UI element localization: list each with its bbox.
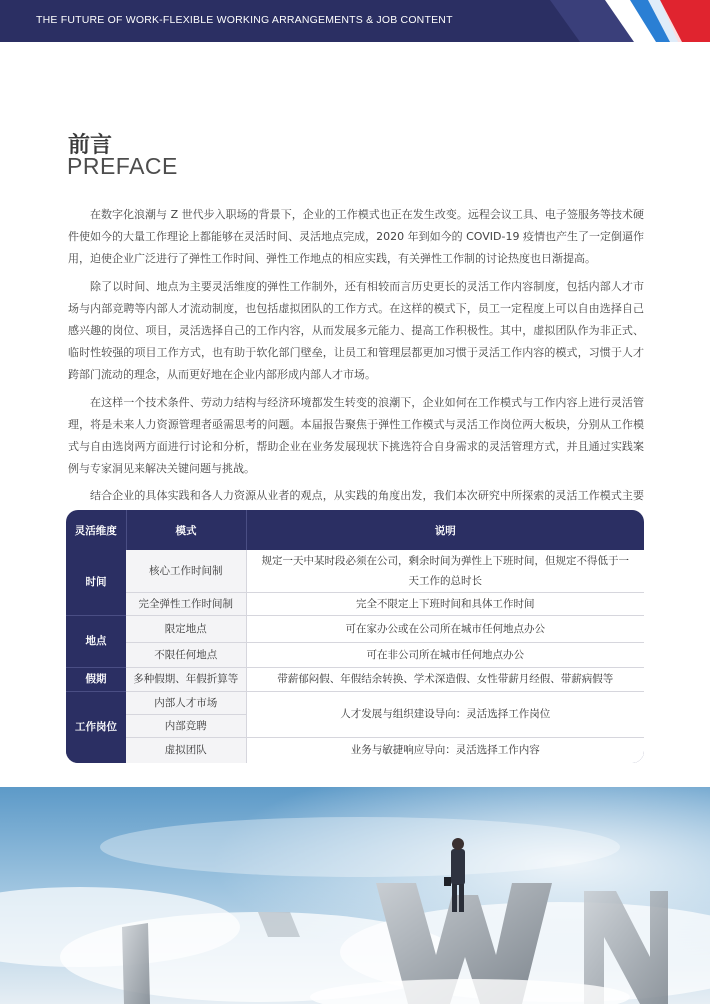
- header-title: THE FUTURE OF WORK-FLEXIBLE WORKING ARRANGEMENTS & JOB CONTENT: [36, 14, 453, 26]
- description-cell: 完全不限定上下班时间和具体工作时间: [246, 592, 644, 615]
- mode-cell: 多种假期、年假折算等: [126, 667, 246, 691]
- header-dimension: 灵活维度: [66, 510, 126, 550]
- mode-cell: 内部人才市场: [126, 691, 246, 714]
- header-stripe-decoration: [510, 0, 710, 42]
- table-row: [66, 592, 644, 615]
- paragraph: 在数字化浪潮与 Z 世代步入职场的背景下，企业的工作模式也正在发生改变。远程会议工具、电子签服务等技术硬件使如今的大量工作理论上都能够在灵活时间、灵活地点完成，2020 年到如今的 COVID-19 疫情也产生了一定倒逼作用，迫使企业广泛进行了弹性工作时间、弹性工作地点的相应实践，有关弹性工作制的讨论热度也日渐提高。: [68, 208, 644, 266]
- paragraph: 除了以时间、地点为主要灵活维度的弹性工作制外，还有相较而言历史更长的灵活工作内容制度，包括内部人才市场与内部竞聘等内部人才流动制度，也包括虚拟团队的工作方式。在这样的模式下，员工一定程度上可以自由选择自己感兴趣的岗位、项目，灵活选择自己的工作内容，从而发展多元能力、提高工作积极性。其中，虚拟团队作为非正式、临时性较强的项目工作方式，也有助于软化部门壁垒，让员工和管理层都更加习惯于灵活工作内容的模式，习惯于人才跨部门流动的理念，从而更好地在企业内部形成内部人才市场。: [68, 279, 644, 382]
- preface-body: [68, 204, 644, 535]
- section-title-cn: 前言: [68, 133, 113, 158]
- description-cell: 带薪郁闷假、年假结余转换、学术深造假、女性带薪月经假、带薪病假等: [246, 667, 644, 691]
- dimension-cell: 假期: [66, 667, 126, 691]
- table-row: [66, 550, 644, 592]
- mode-cell: 核心工作时间制: [126, 550, 246, 592]
- table-header-row: [66, 510, 644, 550]
- description-cell: 规定一天中某时段必须在公司，剩余时间为弹性上下班时间，但规定不得低于一天工作的总时长: [246, 550, 644, 592]
- mode-cell: 完全弹性工作时间制: [126, 592, 246, 615]
- header-description: 说明: [434, 524, 456, 537]
- dimension-cell: 时间: [66, 550, 126, 615]
- dimension-cell: 地点: [66, 615, 126, 667]
- photo-illustration: [0, 787, 710, 1004]
- table-row: [66, 667, 644, 691]
- description-cell: 业务与敏捷响应导向：灵活选择工作内容: [246, 737, 644, 763]
- mode-cell: 不限任何地点: [126, 642, 246, 667]
- mode-cell: 虚拟团队: [126, 737, 246, 763]
- description-cell: 可在非公司所在城市任何地点办公: [246, 642, 644, 667]
- businessman-on-letters-in-clouds-image: [0, 787, 710, 1004]
- paragraph: 结合企业的具体实践和各人力资源从业者的观点，从实践的角度出发，我们本次研究中所探索的灵活工作模式主要: [90, 489, 644, 503]
- dimension-cell: 工作岗位: [66, 691, 126, 763]
- header-mode: 模式: [126, 510, 246, 550]
- header-band: [0, 0, 710, 42]
- paragraph: 在这样一个技术条件、劳动力结构与经济环境都发生转变的浪潮下，企业如何在工作模式与工作内容上进行灵活管理，将是未来人力资源管理者亟需思考的问题。本届报告聚焦于弹性工作模式与灵活工作岗位两大板块，分别从工作模式与自由选岗两方面进行讨论和分析，帮助企业在业务发展现状下挑选符合自身需求的灵活管理方式，并且通过实践案例与专家洞见来解决关键问题与挑战。: [68, 395, 644, 476]
- table-row: [66, 691, 644, 714]
- table: [66, 510, 644, 763]
- table-row: [66, 615, 644, 642]
- description-cell: 人才发展与组织建设导向：灵活选择工作岗位: [246, 691, 644, 737]
- description-cell: 可在家办公或在公司所在城市任何地点办公: [246, 615, 644, 642]
- flexible-work-table: [66, 510, 644, 763]
- table-row: [66, 737, 644, 763]
- section-title-en: PREFACE: [67, 153, 178, 179]
- mode-cell: 内部竞聘: [126, 714, 246, 737]
- mode-cell: 限定地点: [126, 615, 246, 642]
- table-row: [66, 642, 644, 667]
